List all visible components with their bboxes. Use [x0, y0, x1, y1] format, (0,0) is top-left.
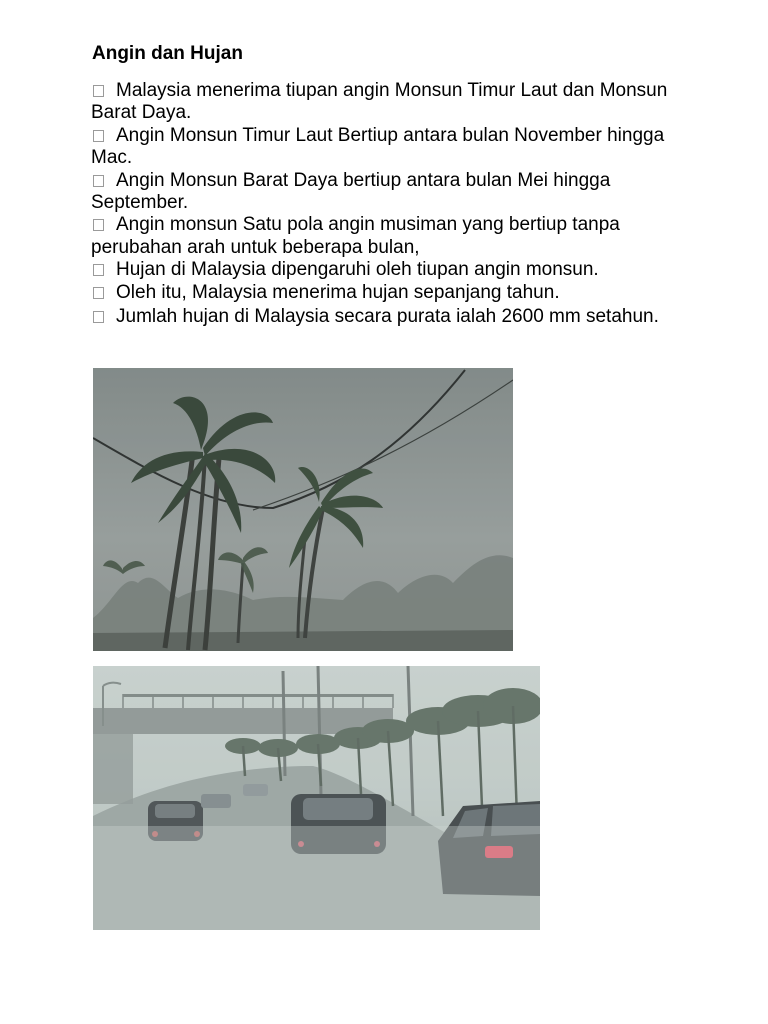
bullet-item — [91, 282, 691, 304]
bullet-item — [91, 304, 691, 330]
bullet-text: Hujan di Malaysia dipengaruhi oleh tiupan angin monsun. — [116, 259, 599, 281]
bullet-text: Angin Monsun Barat Daya bertiup antara bulan Mei hingga September. — [91, 169, 611, 214]
bullet-box-icon — [93, 175, 104, 187]
bullet-box-icon — [93, 287, 104, 299]
bullet-item — [91, 125, 691, 170]
bullet-text: Angin monsun Satu pola angin musiman yang bertiup tanpa perubahan arah untuk beberapa bulan, — [91, 214, 620, 258]
bullet-text: Angin Monsun Timur Laut Bertiup antara bulan November hingga Mac. — [91, 124, 665, 169]
bullet-box-icon — [93, 130, 104, 142]
rainy-highway-photo — [93, 666, 540, 930]
bullet-text: Jumlah hujan di Malaysia secara purata ialah 2600 mm setahun. — [116, 306, 659, 328]
bullet-item — [91, 80, 691, 125]
bullet-text: Oleh itu, Malaysia menerima hujan sepanjang tahun. — [116, 281, 560, 303]
bullet-box-icon — [93, 85, 104, 97]
bullet-box-icon — [93, 264, 104, 276]
bullet-box-icon — [93, 311, 104, 323]
storm-palm-trees-photo — [93, 368, 513, 651]
bullet-item — [91, 170, 691, 215]
bullet-item — [91, 259, 691, 281]
rainy-highway-image — [93, 666, 540, 930]
bullet-list — [91, 80, 691, 330]
bullet-box-icon — [93, 219, 104, 231]
bullet-item — [91, 214, 691, 259]
storm-palm-trees-image — [93, 368, 513, 651]
bullet-text: Malaysia menerima tiupan angin Monsun Timur Laut dan Monsun Barat Daya. — [91, 80, 668, 124]
document-title: Angin dan Hujan — [92, 43, 243, 64]
